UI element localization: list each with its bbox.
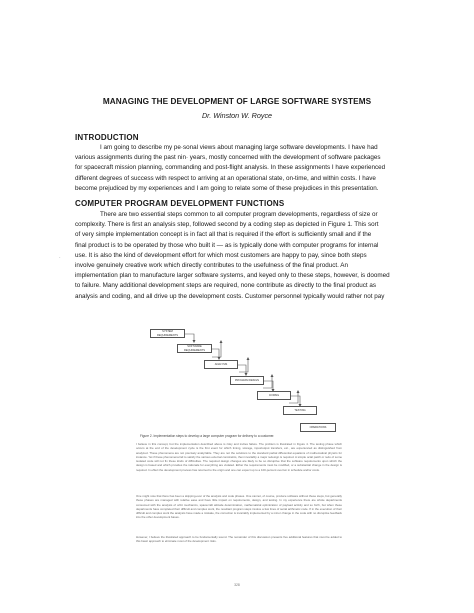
box-program-design: PROGRAM DESIGN (230, 376, 264, 385)
small-paragraph: I believe in this concept, but the implementation described above is risky and invites failure. The problem is illustrated in Figure 4. The testing phase which occurs at the end of the development cycle is the first event for which timing, storage, input/output transfers, etc., are experienced as distinguished from analyzed. These phenomena are not precisely analyzable. They are not the solutions to the standard partial differential equations of mathematical physics for instance. Yet if these phenomena fail to satisfy the various external constraints, then invariably a major redesign is required. A simple octal patch or redo of some isolated code will not fix these kinds of difficulties. The required design changes are likely to be so disruptive that the software requirements upon which the design is based and which provides the rationale for everything are violated. Either the requirements must be modified, or a substantial change in the design is required. In effect the development process has returned to the origin and one can expect up to a 100-percent overrun in schedule and/or costs. (136, 442, 342, 472)
arrowhead (193, 340, 196, 343)
arrow-connector (211, 349, 219, 358)
box-system-requirements: SYSTEM REQUIREMENTS (150, 329, 185, 338)
text-line: final product is to be operated by those who built it — as is typically done with computer programs for internal (75, 241, 379, 249)
text-line: to failure. Many additional development steps are required, none contribute as directly to the final product as (75, 282, 377, 290)
arrowhead (220, 340, 223, 343)
arrow-connector (291, 396, 300, 405)
box-testing: TESTING (283, 406, 317, 415)
text-line: various assignments during the past nin· years, mostly concerned with the development of software packages (75, 154, 381, 162)
box-analysis: ANALYSIS (204, 360, 238, 369)
arrowhead (271, 374, 274, 377)
arrow-connector (263, 376, 272, 388)
author-line: Dr. Winston W. Royce (201, 111, 273, 120)
text-line: involve genuinely creative work which directly contributes to the usefulness of the final product. An (75, 262, 349, 270)
box-coding: CODING (257, 391, 291, 400)
box-operations: OPERATIONS (300, 423, 336, 432)
arrowhead (297, 390, 300, 393)
arrowhead (247, 357, 250, 360)
text-line: of very simple implementation concept is in fact all that is required if the effort is sufficiently small and if the (75, 231, 372, 239)
small-paragraph: However, I believe the illustrated approach to be fundamentally sound. The remainder of this discussion presents five additional features that must be added to this basic approach to eliminate most of the development risks. (136, 535, 342, 544)
section-heading-functions: COMPUTER PROGRAM DEVELOPMENT FUNCTIONS (75, 199, 285, 208)
arrow-connector (239, 359, 248, 372)
text-line: There are two essential steps common to all computer program developments, regardless of size or (100, 211, 378, 218)
section-heading-introduction: INTRODUCTION (75, 133, 139, 142)
arrow-connector (264, 381, 273, 390)
small-paragraph: One might note that there has been a skipping-over of the analysis and code phases. One cannot, of course, produce software without these steps, but generally these phases are managed with relative ease and have little impact on requirements, design, and testing. In my experience there are whole departments consumed with the analysis of orbit mechanics, spacecraft attitude determination, mathematical optimization of payload activity and so forth, but when these departments have completed their difficult and complex work, the resultant program steps involve a few lines of serial arithmetic code. If in the execution of their difficult and complex work the analysts have made a mistake, the correction is invariably implemented by a minor change in the code with no disruptive feedback into the other development bases. (136, 494, 342, 520)
arrow-connector (237, 365, 246, 374)
text-line: different degrees of success with respect to arriving at an operational state, on-time, and within costs. I have (75, 174, 376, 182)
scan-mark: · (59, 255, 61, 261)
arrow-connector (212, 342, 221, 357)
text-line: I am going to describe my pe·sonal views about managing large software developments. I have had (100, 144, 378, 151)
text-line: implementation plan to manufacture larger software systems, and keyed only to these steps, however, is doomed (75, 272, 390, 280)
page-number: 328 (234, 583, 240, 587)
arrow-connector (185, 334, 194, 341)
text-line: use. It is also the kind of development effort for which most customers are happy to pay, since both steps (75, 251, 367, 259)
text-line: become prejudiced by my experiences and I am going to relate some of these prejudices in this presentation. (75, 184, 379, 192)
box-software-requirements: SOFTWARE REQUIREMENTS (177, 344, 212, 353)
paper-title: MANAGING THE DEVELOPMENT OF LARGE SOFTWARE SYSTEMS (102, 97, 372, 106)
figure-caption: Figure 2. Implementation steps to develop a large computer program for delivery to a customer. (140, 434, 275, 438)
text-line: for spacecraft mission planning, commanding and post-flight analysis. In these assignments I have experienced (75, 164, 386, 172)
text-line: analysis and coding, and all drive up the development costs. Customer personnel typically would rather not pay (75, 292, 385, 300)
text-line: complexity. There is first an analysis step, followed second by a coding step as depicted in Figure 1. This sort (75, 221, 379, 229)
